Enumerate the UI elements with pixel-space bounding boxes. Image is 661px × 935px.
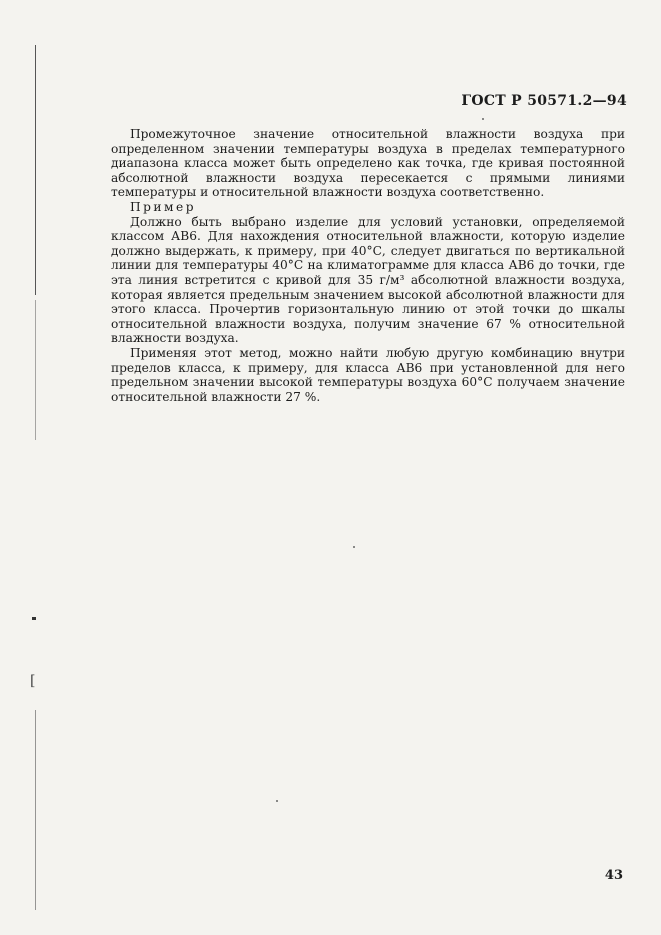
paragraph: Промежуточное значение относительной влажности воздуха при определенном значении температуры воздуха в пределах температурного диапазона класса может быть определено как точка, где кривая постоянной абсолютной влажности воздуха пересекается с прямыми линиями температуры и относительной влажности воздуха соответственно. <box>111 127 625 200</box>
binding-margin-line <box>35 300 36 440</box>
page-number: 43 <box>604 868 623 883</box>
margin-mark <box>32 617 36 620</box>
binding-margin-line <box>35 710 36 910</box>
scan-speck <box>482 118 484 120</box>
margin-bracket: [ <box>30 673 36 689</box>
body-text <box>111 127 625 404</box>
paragraph: Применяя этот метод, можно найти любую другую комбинацию внутри пределов класса, к примеру, для класса АВ6 при установленной для него предельном значении высокой температуры воздуха 60°С получаем значение относительной влажности 27 %. <box>111 345 625 404</box>
scan-speck <box>353 546 355 548</box>
paragraph: Должно быть выбрано изделие для условий установки, определяемой классом АВ6. Для нахождения относительной влажности, которую изделие должно выдержать, к примеру, при 40°С, следует двигаться по вертикальной линии для температуры 40°С на климатограмме для класса АВ6 до точки, где эта линия встретится с кривой для 35 г/м³ абсолютной влажности воздуха, которая является предельным значением высокой абсолютной влажности для этого класса. Прочертив горизонтальную линию от этой точки до шкалы относительной влажности воздуха, получим значение 67 % относительной влажности воздуха. <box>111 214 625 346</box>
binding-margin-line <box>35 45 36 295</box>
scan-speck <box>276 800 278 802</box>
standard-code-header: ГОСТ Р 50571.2—94 <box>461 93 627 109</box>
example-heading: Пример <box>130 199 197 214</box>
